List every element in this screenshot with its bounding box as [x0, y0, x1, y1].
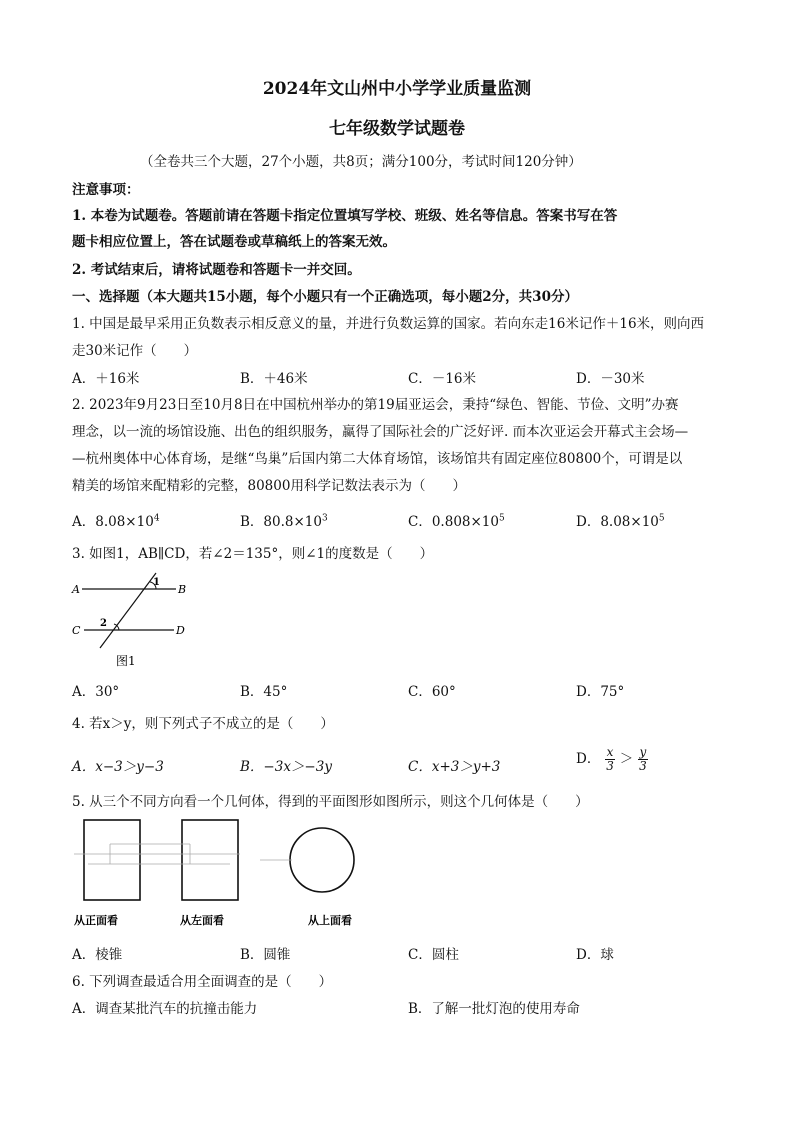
q6-option-a: A．调查某批汽车的抗撞击能力 [72, 1001, 258, 1017]
q1-option-c: C．－16米 [408, 371, 477, 387]
q2-option-d: D．$8.08\times 10^5$ [576, 513, 665, 530]
q6-option-b: B．了解一批灯泡的使用寿命 [408, 1001, 580, 1017]
q3-option-a: A．30° [72, 684, 120, 700]
top-view-label: 从上面看 [308, 914, 352, 927]
label-b: B [178, 583, 187, 596]
q5-three-views-figure [70, 814, 370, 932]
q6-stem: 6. 下列调查最适合用全面调查的是（ ） [72, 974, 333, 990]
q2-stem-cont-2: —杭州奥体中心体育场，是继“鸟巢”后国内第二大体育场馆，该场馆共有固定座位80800个，可谓是以 [72, 451, 683, 467]
notice-item-2: 2. 考试结束后，请将试题卷和答题卡一并交回。 [72, 262, 361, 278]
figure-1-caption: 图1 [116, 654, 136, 668]
q2-option-c: C．$0.808\times 10^5$ [408, 513, 505, 530]
fraction-x-over-3: $\frac{x}{3}$ [606, 745, 614, 773]
q5-option-c: C．圆柱 [408, 947, 459, 963]
q1-stem: 1. 中国是最早采用正负数表示相反意义的量，并进行负数运算的国家。若向东走16米记作＋16米，则向西 [72, 316, 705, 332]
label-c: C [72, 624, 81, 637]
q1-option-b: B．＋46米 [240, 371, 308, 387]
notice-item-1: 1. 本卷为试题卷。答题前请在答题卡指定位置填写学校、班级、姓名等信息。答案书写在答 [72, 208, 618, 224]
left-view-label: 从左面看 [180, 914, 224, 927]
label-d: D [176, 624, 185, 637]
fraction-y-over-3: $\frac{y}{3}$ [639, 745, 647, 773]
front-view-label: 从正面看 [74, 914, 118, 927]
q4-option-a: A．x−3＞y−3 [72, 759, 164, 775]
label-a: A [72, 583, 80, 596]
q1-option-a: A．＋16米 [72, 371, 140, 387]
q3-stem: 3. 如图1，AB∥CD，若∠2＝135°，则∠1的度数是（ ） [72, 546, 434, 562]
q4-option-d: D． $\frac{x}{3}$ ＞ $\frac{y}{3}$ [576, 745, 647, 773]
notice-item-1-cont: 题卡相应位置上，答在试题卷或草稿纸上的答案无效。 [72, 234, 396, 250]
q1-option-d: D．－30米 [576, 371, 645, 387]
exam-subtitle: 七年级数学试题卷 [329, 119, 465, 139]
q5-option-a: A．棱锥 [72, 947, 123, 963]
q4-stem: 4. 若x＞y，则下列式子不成立的是（ ） [72, 716, 334, 732]
q2-stem-cont-3: 精美的场馆来配精彩的完整，80800用科学记数法表示为（ ） [72, 478, 466, 494]
notice-heading: 注意事项： [72, 182, 140, 198]
q3-option-b: B．45° [240, 684, 288, 700]
q5-option-d: D．球 [576, 947, 614, 963]
q2-option-b: B．$80.8\times 10^3$ [240, 513, 328, 530]
label-angle-2: 2 [100, 618, 107, 629]
exam-info: （全卷共三个大题，27个小题，共8页；满分100分，考试时间120分钟） [140, 154, 582, 170]
q2-stem-cont-1: 理念，以一流的场馆设施、出色的组织服务，赢得了国际社会的广泛好评. 而本次亚运会开幕式主会场— [72, 424, 689, 440]
q3-option-d: D．75° [576, 684, 625, 700]
q4-option-c: C．x+3＞y+3 [408, 759, 501, 775]
q5-stem: 5. 从三个不同方向看一个几何体，得到的平面图形如图所示，则这个几何体是（ ） [72, 794, 589, 810]
label-angle-1: 1 [153, 577, 160, 588]
q2-option-a: A．$8.08\times 10^4$ [72, 513, 160, 530]
q4-option-b: B．−3x＞−3y [240, 759, 332, 775]
q3-parallel-lines-figure [70, 568, 200, 670]
faint-background-marks [74, 844, 292, 864]
q2-stem: 2. 2023年9月23日至10月8日在中国杭州举办的第19届亚运会，秉持“绿色、智能、节俭、文明”办赛 [72, 397, 679, 413]
q1-stem-cont: 走30米记作（ ） [72, 343, 198, 359]
section-1-heading: 一、选择题（本大题共15小题，每个小题只有一个正确选项，每小题2分，共30分） [72, 289, 578, 305]
q3-option-c: C．60° [408, 684, 456, 700]
exam-title: 2024年文山州中小学学业质量监测 [262, 79, 532, 99]
front-view-rectangle [84, 820, 140, 900]
transversal-line [100, 573, 156, 648]
top-view-circle [290, 828, 354, 892]
q5-option-b: B．圆锥 [240, 947, 291, 963]
